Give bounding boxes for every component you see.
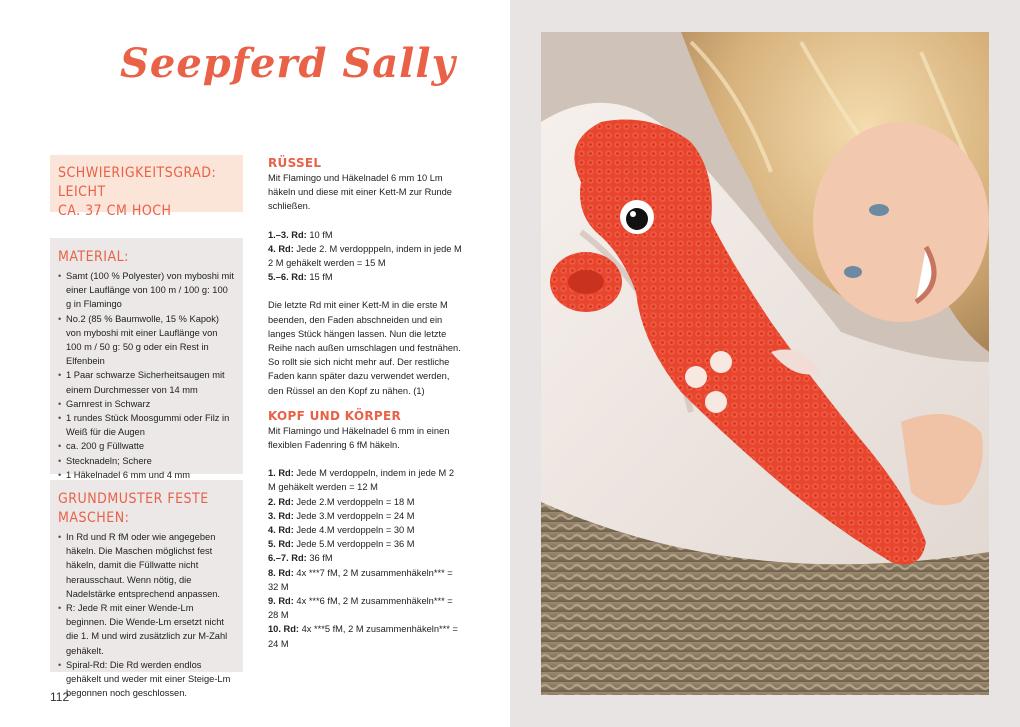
list-item: • Stecknadeln; Schere [58,454,235,468]
difficulty-box [50,155,243,219]
materials-box [50,238,243,480]
row-label: 1.–3. Rd: [268,229,307,240]
ruessel-row [268,228,463,242]
kopf-row [268,622,463,650]
row-label: 9. Rd: [268,596,294,607]
row-label: 8. Rd: [268,567,294,578]
list-item: • 1 Paar schwarze Sicherheitsaugen mit einem Durchmesser von 14 mm [58,368,235,396]
list-item: • Spiral-Rd: Die Rd werden endlos gehäkelt und weder mit einer Steige-Lm begonnen noch geschlossen. [58,658,235,701]
row-text: Jede M verdoppeln, indem in jede M 2 M gehäkelt werden = 12 M [268,468,455,493]
child-face [813,122,989,322]
row-label: 4. Rd: [268,525,294,536]
row-text: Jede 2. M verdopppeln, indem in jede M 2 M gehäkelt werden = 15 M [268,243,462,269]
row-label: 2. Rd: [268,496,294,507]
ruessel-row [268,270,463,284]
row-text: Jede 4.M verdoppeln = 30 M [293,525,415,536]
list-item: • No.2 (85 % Baumwolle, 15 % Kapok) von myboshi mit einer Lauflänge von 100 m / 50 g: 50 g oder ein Rest in Elfenbein [58,312,235,369]
row-text: Jede 2.M verdoppeln = 18 M [293,496,415,507]
row-text: 36 fM [306,553,333,564]
pattern-heading: GRUNDMUSTER FESTE MASCHEN: [58,491,209,526]
row-text: 10 fM [306,229,333,240]
row-label: 3. Rd: [268,510,294,521]
kopf-row [268,509,463,523]
row-label: 10. Rd: [268,624,299,635]
kopf-intro: Mit Flamingo und Häkelnadel 6 mm in einen flexiblen Fadenring 6 fM häkeln. [268,425,450,451]
row-text: 4x ***6 fM, 2 M zusammenhäkeln*** = 28 M [268,596,453,621]
page-title: Seepferd Sally [120,40,456,87]
row-text: Jede 5.M verdoppeln = 36 M [293,539,415,550]
product-photo [541,32,989,695]
kopf-row [268,594,463,622]
kopf-heading: KOPF UND KÖRPER [268,408,401,423]
row-label: 5. Rd: [268,539,294,550]
difficulty-label: SCHWIERIGKEITSGRAD: LEICHT [58,165,217,200]
list-item: • 1 rundes Stück Moosgummi oder Filz in Weiß für die Augen [58,411,235,439]
row-label: 4. Rd: [268,243,294,254]
kopf-row [268,495,463,509]
list-item: • 1 Häkelnadel 6 mm und 4 mm [58,468,235,482]
kopf-row [268,566,463,594]
ruessel-row [268,242,463,270]
list-item: • Samt (100 % Polyester) von myboshi mit einer Lauflänge von 100 m / 100 g: 100 g in Flamingo [58,269,235,312]
list-item: • Garnrest in Schwarz [58,397,235,411]
kopf-row [268,551,463,565]
size-label: CA. 37 CM HOCH [58,203,172,219]
materials-heading: MATERIAL: [58,249,129,265]
row-label: 1. Rd: [268,468,294,479]
row-text: 15 fM [306,272,333,283]
ruessel-intro: Mit Flamingo und Häkelnadel 6 mm 10 Lm häkeln und diese mit einer Kett-M zur Runde schließen. [268,173,452,212]
child-eye [844,266,862,278]
seahorse-spot [705,391,727,413]
list-item: • R: Jede R mit einer Wende-Lm beginnen. Die Wende-Lm ersetzt nicht die 1. M und wird zusätzlich zur M-Zahl gehäkelt. [58,601,235,658]
ruessel-outro: Die letzte Rd mit einer Kett-M in die erste M beenden, den Faden abschneiden und ein langes Stück hängen lassen. Nun die letzte Reihe nach außen umschlagen und festnähen. So rollt sie sich nicht mehr auf. Der restliche Faden kann später dazu verwendet werden, den Rüssel an den Kopf zu nähen. (1) [268,300,461,396]
kopf-row [268,466,463,494]
row-text: 4x ***5 fM, 2 M zusammenhäkeln*** = 24 M [268,624,458,649]
materials-list [58,269,235,482]
row-label: 5.–6. Rd: [268,272,307,283]
list-item: • ca. 200 g Füllwatte [58,439,235,453]
pattern-list [58,530,235,700]
instructions-column [268,155,463,651]
kopf-row [268,537,463,551]
row-label: 6.–7. Rd: [268,553,307,564]
list-item: • In Rd und R fM oder wie angegeben häkeln. Die Maschen möglichst fest häkeln, damit die Füllwatte nicht herausschaut. Wenn nötig, die Nadelstärke entsprechend anpassen. [58,530,235,601]
page-number: 112 [50,690,70,704]
ruessel-heading: RÜSSEL [268,156,322,170]
row-text: 4x ***7 fM, 2 M zusammenhäkeln*** = 32 M [268,567,453,592]
kopf-row [268,523,463,537]
seahorse-spot [710,351,732,373]
seahorse-spot [685,366,707,388]
row-text: Jede 3.M verdoppeln = 24 M [293,510,415,521]
child-eye [869,204,889,216]
